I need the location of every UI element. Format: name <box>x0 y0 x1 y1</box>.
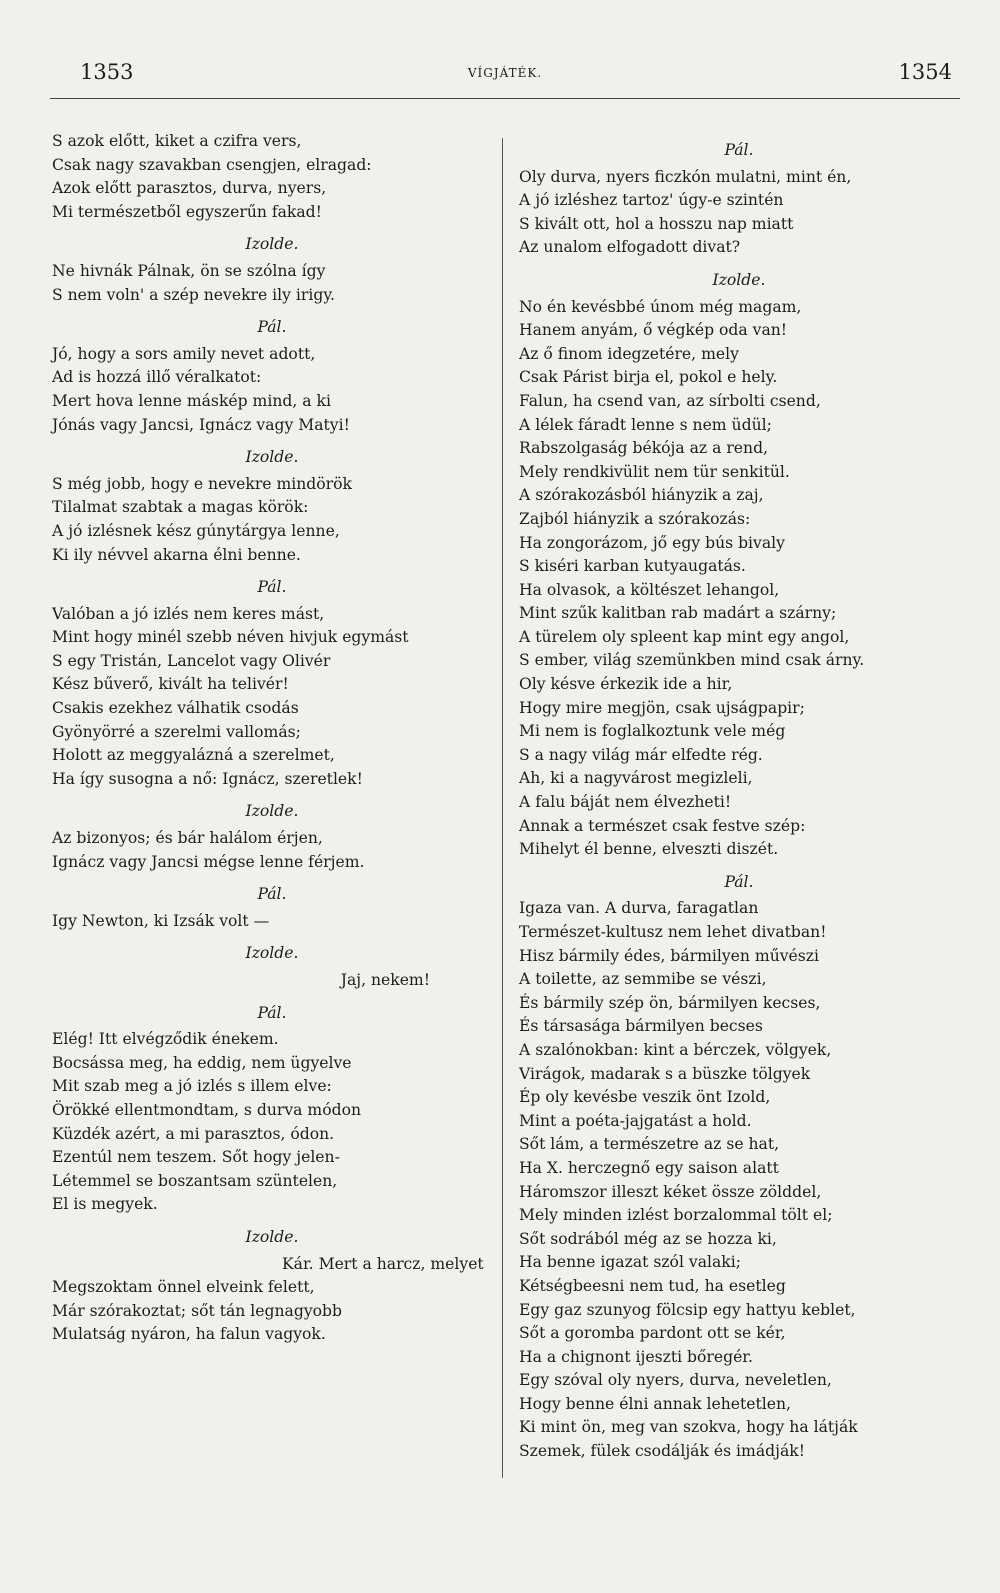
verse-line: Az bizonyos; és bár halálom érjen, <box>52 829 323 848</box>
verse-line: Az ő finom idegzetére, mely <box>519 344 739 363</box>
column-divider <box>502 138 503 1478</box>
verse-line: Sőt a goromba pardont ott se kér, <box>519 1324 786 1343</box>
speaker-name: Pál. <box>257 1003 287 1022</box>
verse-line: Mi természetből egyszerűn fakad! <box>52 202 322 221</box>
verse-line: Mint a poéta-jajgatást a hold. <box>519 1111 752 1130</box>
verse-line: Valóban a jó izlés nem keres mást, <box>52 604 325 623</box>
verse-line: Falun, ha csend van, az sírbolti csend, <box>519 391 821 410</box>
speaker-name: Pál. <box>724 872 754 891</box>
verse-line: Már szórakoztat; sőt tán legnagyobb <box>52 1301 342 1320</box>
verse-line: Megszoktam önnel elveink felett, <box>52 1278 315 1297</box>
page-number-right: 1354 <box>898 60 952 84</box>
verse-line: Azok előtt parasztos, durva, nyers, <box>52 179 327 198</box>
verse-line: Elég! Itt elvégződik énekem. <box>52 1030 279 1049</box>
verse-line: Csakis ezekhez válhatik csodás <box>52 699 299 718</box>
verse-line: Ha zongorázom, jő egy bús bivaly <box>519 533 785 552</box>
verse-line: No én kevésbbé únom még magam, <box>519 297 802 316</box>
verse-line: Küzdék azért, a mi parasztos, ódon. <box>52 1124 335 1143</box>
verse-line: A jó izléshez tartoz' úgy-e szintén <box>519 191 784 210</box>
verse-line: Háromszor illeszt kéket össze zölddel, <box>519 1182 822 1201</box>
verse-line: Oly durva, nyers ficzkón mulatni, mint én, <box>519 167 852 186</box>
verse-line: Mert hova lenne máskép mind, a ki <box>52 391 331 410</box>
verse-line: Természet-kultusz nem lehet divatban! <box>519 923 827 941</box>
verse-line: Ha a chignont ijeszti bőregér. <box>519 1347 753 1366</box>
verse-line: Oly késve érkezik ide a hir, <box>519 675 733 694</box>
verse-line: Jó, hogy a sors amily nevet adott, <box>52 344 316 363</box>
verse-line: Mi nem is foglalkoztunk vele még <box>519 722 786 741</box>
verse-line: Csak nagy szavakban csengjen, elragad: <box>52 155 372 174</box>
speaker-name: Pál. <box>257 318 287 337</box>
verse-line: Kétségbeesni nem tud, ha esetleg <box>519 1276 786 1295</box>
verse-line: Hogy mire megjön, csak ujságpapir; <box>519 698 805 717</box>
verse-line: A falu báját nem élvezheti! <box>519 793 732 812</box>
verse-line: S még jobb, hogy e nevekre mindörök <box>52 474 352 493</box>
verse-line: Csak Párist birja el, pokol e hely. <box>519 368 778 387</box>
right-column <box>519 130 959 1464</box>
verse-line: A toilette, az semmibe se vészi, <box>519 970 767 989</box>
verse-line: Mint hogy minél szebb néven hivjuk egymást <box>52 628 409 647</box>
verse-line: Virágok, madarak s a büszke tölgyek <box>519 1064 811 1083</box>
verse-line: Ignácz vagy Jancsi mégse lenne férjem. <box>52 852 365 871</box>
verse-line: Mulatság nyáron, ha falun vagyok. <box>52 1325 326 1344</box>
speaker-name: Pál. <box>257 885 287 904</box>
verse-line: Tilalmat szabtak a magas körök: <box>52 498 309 517</box>
verse-line: Mihelyt él benne, elveszti diszét. <box>519 840 779 859</box>
verse-line: A szalónokban: kint a bérczek, völgyek, <box>519 1040 832 1059</box>
verse-line: Ki mint ön, meg van szokva, hogy ha látják <box>519 1418 858 1437</box>
verse-line: Örökké ellentmondtam, s durva módon <box>52 1100 362 1119</box>
verse-line: Sőt sodrából még az se hozza ki, <box>519 1229 777 1248</box>
verse-line: Hogy benne élni annak lehetetlen, <box>519 1394 791 1413</box>
verse-line: Egy szóval oly nyers, durva, neveletlen, <box>519 1371 832 1390</box>
speaker-name: Izolde. <box>245 944 299 963</box>
verse-line: Mint szűk kalitban rab madárt a szárny; <box>519 604 837 623</box>
verse-line: S a nagy világ már elfedte rég. <box>519 745 763 764</box>
verse-line: El is megyek. <box>52 1195 158 1214</box>
verse-line: Ha benne igazat szól valaki; <box>519 1253 741 1272</box>
verse-line: S egy Tristán, Lancelot vagy Olivér <box>52 651 331 670</box>
verse-line: Ah, ki a nagyvárost megizleli, <box>519 769 753 788</box>
verse-line: S kiséri karban kutyaugatás. <box>519 557 746 576</box>
verse-line: S nem voln' a szép nevekre ily irigy. <box>52 285 336 304</box>
verse-line: Sőt lám, a természetre az se hat, <box>519 1135 780 1154</box>
verse-line: Hanem anyám, ő végkép oda van! <box>519 321 788 340</box>
verse-line: Ha így susogna a nő: Ignácz, szeretlek! <box>52 769 363 788</box>
verse-line: Jaj, nekem! <box>340 971 430 989</box>
verse-line: A türelem oly spleent kap mint egy angol, <box>519 627 850 646</box>
verse-line: Mit szab meg a jó izlés s illem elve: <box>52 1077 332 1096</box>
verse-line: Ne hivnák Pálnak, ön se szólna így <box>52 261 326 280</box>
verse-line: Bocsássa meg, ha eddig, nem ügyelve <box>52 1053 352 1072</box>
verse-line: Kész bűverő, kivált ha telivér! <box>52 675 289 694</box>
verse-line: A szórakozásból hiányzik a zaj, <box>519 486 764 505</box>
verse-line: Igy Newton, ki Izsák volt — <box>52 911 270 930</box>
speaker-name: Izolde. <box>245 448 299 467</box>
verse-line: A jó izlésnek kész gúnytárgya lenne, <box>52 521 340 540</box>
verse-line: Jónás vagy Jancsi, Ignácz vagy Matyi! <box>52 415 350 434</box>
verse-line: Mely minden izlést borzalommal tölt el; <box>519 1206 833 1225</box>
verse-line: Igaza van. A durva, faragatlan <box>519 899 759 918</box>
speaker-name: Pál. <box>257 578 287 597</box>
verse-line: Gyönyörré a szerelmi vallomás; <box>52 722 301 741</box>
verse-line: Zajból hiányzik a szórakozás: <box>519 509 751 528</box>
speaker-name: Izolde. <box>245 1227 299 1246</box>
verse-line: Holott az meggyalázná a szerelmet, <box>52 746 335 765</box>
verse-line: Ha olvasok, a költészet lehangol, <box>519 580 780 599</box>
verse-line: Ép oly kevésbe veszik önt Izold, <box>519 1088 771 1107</box>
verse-line: Ezentúl nem teszem. Sőt hogy jelen- <box>52 1148 340 1167</box>
verse-line: És társasága bármilyen becses <box>519 1017 763 1036</box>
speaker-name: Pál. <box>724 141 754 159</box>
verse-line: Egy gaz szunyog fölcsip egy hattyu keblet, <box>519 1300 856 1319</box>
speaker-name: Izolde. <box>245 235 299 254</box>
verse-line: Létemmel se boszantsam szüntelen, <box>52 1171 338 1190</box>
running-title: VÍGJÁTÉK. <box>467 66 543 80</box>
verse-line: A lélek fáradt lenne s nem üdül; <box>519 415 772 434</box>
verse-line: Hisz bármily édes, bármilyen művészi <box>519 946 819 965</box>
verse-line: És bármily szép ön, bármilyen kecses, <box>519 993 821 1012</box>
verse-line: Kár. Mert a harcz, melyet <box>282 1254 484 1273</box>
speaker-name: Izolde. <box>245 802 299 821</box>
verse-line: Az unalom elfogadott divat? <box>519 238 741 257</box>
verse-line: Ad is hozzá illő véralkatot: <box>52 368 262 387</box>
page-number-left: 1353 <box>80 60 134 84</box>
verse-line: S azok előtt, kiket a czifra vers, <box>52 132 302 150</box>
page-header <box>50 58 960 98</box>
header-rule <box>50 98 960 99</box>
verse-line: Annak a természet csak festve szép: <box>519 816 806 835</box>
verse-line: Rabszolgaság békója az a rend, <box>519 439 769 458</box>
verse-line: S ember, világ szemünkben mind csak árny. <box>519 651 865 670</box>
verse-line: Ki ily névvel akarna élni benne. <box>52 545 301 564</box>
verse-line: Mely rendkivülit nem tür senkitül. <box>519 462 790 481</box>
left-column <box>52 130 492 1347</box>
verse-line: S kivált ott, hol a hosszu nap miatt <box>519 214 794 233</box>
speaker-name: Izolde. <box>712 270 766 289</box>
verse-line: Szemek, fülek csodálják és imádják! <box>519 1442 805 1461</box>
verse-line: Ha X. herczegnő egy saison alatt <box>519 1158 779 1177</box>
